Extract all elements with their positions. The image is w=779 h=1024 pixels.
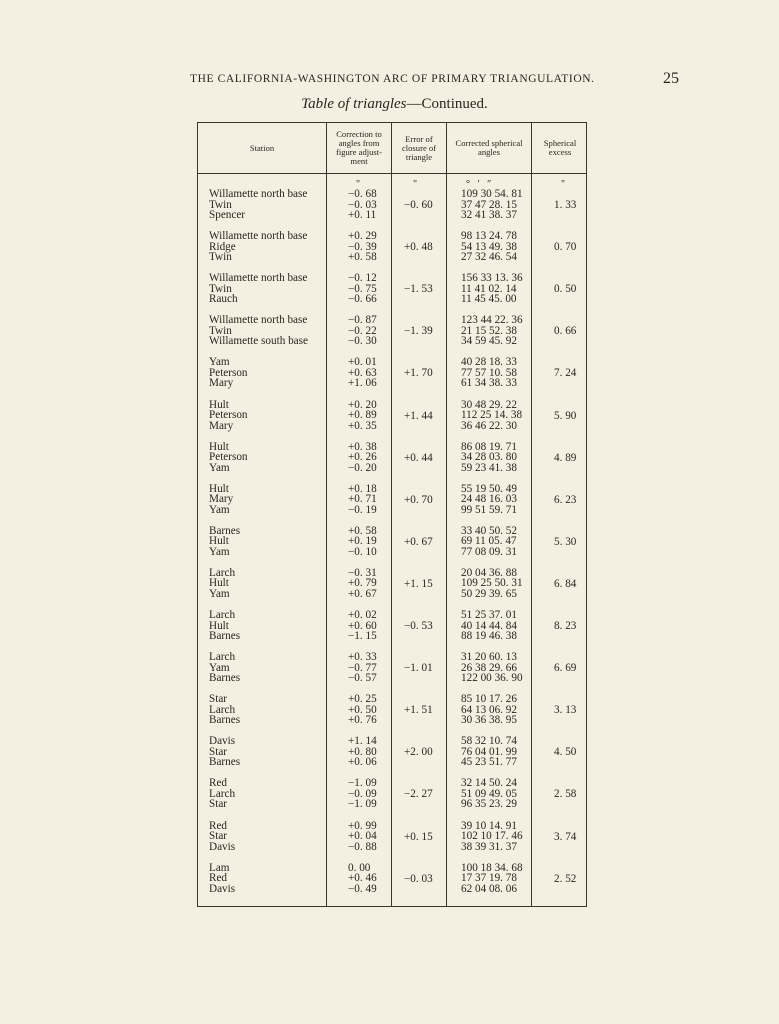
- corrected-angle: 33 40 50. 52: [461, 524, 517, 537]
- corrected-angle: 36 46 22. 30: [461, 419, 517, 432]
- angle-correction: −0. 68: [348, 188, 377, 200]
- station-name: Twin: [209, 251, 232, 264]
- angle-correction: +0. 38: [348, 440, 377, 453]
- triangle-row: [198, 821, 588, 854]
- angle-correction: +1. 06: [348, 377, 377, 390]
- station-name: Willamette north base: [209, 314, 308, 327]
- angle-correction: −0. 77: [348, 661, 377, 674]
- closure-error: +0. 67: [404, 535, 433, 548]
- triangle-row: [198, 694, 588, 727]
- corrected-angle: 62 04 08. 06: [461, 882, 517, 895]
- corrected-angle: 76 04 01. 99: [461, 745, 517, 758]
- corrected-angle: 32 41 38. 37: [461, 209, 517, 221]
- header-rule: [198, 173, 586, 174]
- station-name: Barnes: [209, 672, 241, 685]
- angle-correction: −0. 31: [348, 566, 377, 579]
- closure-error: +1. 70: [404, 367, 433, 380]
- angle-correction: −0. 88: [348, 840, 377, 853]
- spherical-excess: 6. 84: [554, 577, 577, 590]
- corrected-angle: 112 25 14. 38: [461, 409, 523, 421]
- station-name: Twin: [209, 324, 232, 337]
- angle-correction: −0. 87: [348, 314, 377, 327]
- angle-correction: +0. 58: [348, 251, 377, 264]
- closure-error: +2. 00: [404, 746, 433, 759]
- unit-correction: ": [356, 179, 361, 190]
- spherical-excess: 8. 23: [554, 620, 577, 632]
- angle-correction: −0. 75: [348, 282, 377, 295]
- angle-correction: +0. 33: [348, 651, 377, 664]
- corrected-angle: 27 32 46. 54: [461, 251, 517, 264]
- station-name: Barnes: [209, 714, 241, 727]
- station-name: Twin: [209, 282, 232, 295]
- angle-correction: +0. 04: [348, 830, 377, 842]
- station-name: Mary: [209, 493, 234, 506]
- closure-error: +0. 48: [404, 241, 433, 254]
- angle-correction: −0. 19: [348, 503, 377, 516]
- triangle-row: [198, 357, 588, 390]
- angle-correction: −0. 39: [348, 240, 377, 253]
- station-name: Barnes: [209, 630, 241, 642]
- closure-error: −0. 60: [404, 199, 433, 211]
- spherical-excess: 3. 74: [554, 830, 577, 843]
- unit-excess: ": [561, 179, 566, 190]
- station-name: Larch: [209, 703, 236, 716]
- closure-error: +0. 15: [404, 830, 433, 843]
- corrected-angle: 51 09 49. 05: [461, 787, 517, 800]
- spherical-excess: 3. 13: [554, 704, 577, 717]
- corrected-angle: 88 19 46. 38: [461, 630, 517, 642]
- triangle-row: [198, 568, 588, 601]
- angle-correction: −0. 09: [348, 787, 377, 800]
- angle-correction: −1. 15: [348, 630, 377, 642]
- station-name: Willamette south base: [209, 335, 308, 348]
- station-name: Star: [209, 798, 228, 811]
- station-name: Barnes: [209, 756, 241, 769]
- corrected-angle: 26 38 29. 66: [461, 661, 517, 674]
- station-name: Star: [209, 745, 228, 758]
- page-number: 25: [663, 70, 679, 87]
- station-name: Larch: [209, 566, 236, 579]
- station-name: Peterson: [209, 409, 248, 421]
- angle-correction: −0. 49: [348, 882, 377, 895]
- closure-error: +1. 15: [404, 577, 433, 590]
- closure-error: −0. 03: [404, 872, 433, 885]
- spherical-excess: 4. 50: [554, 746, 577, 759]
- angle-correction: +0. 06: [348, 756, 377, 769]
- corrected-angle: 38 39 31. 37: [461, 840, 517, 853]
- station-name: Davis: [209, 840, 236, 853]
- angle-correction: +0. 20: [348, 398, 377, 411]
- caption-rest: —Continued.: [406, 96, 488, 112]
- corrected-angle: 40 28 18. 33: [461, 356, 517, 369]
- station-name: Yam: [209, 503, 230, 516]
- angle-correction: +1. 14: [348, 735, 377, 748]
- angle-correction: −0. 10: [348, 545, 377, 558]
- station-name: Red: [209, 819, 228, 832]
- station-name: Willamette north base: [209, 188, 308, 200]
- corrected-angle: 40 14 44. 84: [461, 619, 517, 632]
- station-name: Twin: [209, 198, 232, 211]
- column-header-closure: Error of closure of triangle: [401, 133, 437, 162]
- corrected-angle: 102 10 17. 46: [461, 830, 523, 842]
- station-name: Peterson: [209, 451, 248, 464]
- station-name: Hult: [209, 535, 229, 548]
- corrected-angle: 64 13 06. 92: [461, 703, 517, 716]
- angle-correction: +0. 18: [348, 482, 377, 495]
- angle-correction: −1. 09: [348, 777, 377, 790]
- station-name: Red: [209, 872, 228, 885]
- corrected-angle: 69 11 05. 47: [461, 535, 517, 548]
- triangle-row: [198, 231, 588, 264]
- corrected-angle: 11 41 02. 14: [461, 282, 517, 295]
- corrected-angle: 98 13 24. 78: [461, 230, 517, 243]
- station-name: Barnes: [209, 524, 241, 537]
- triangle-row: [198, 526, 588, 559]
- angle-correction: +0. 79: [348, 577, 377, 590]
- triangle-row: [198, 189, 588, 222]
- corrected-angle: 24 48 16. 03: [461, 493, 517, 506]
- angle-correction: +0. 58: [348, 524, 377, 537]
- corrected-angle: 86 08 19. 71: [461, 440, 517, 453]
- triangle-row: [198, 273, 588, 306]
- corrected-angle: 122 00 36. 90: [461, 672, 523, 685]
- angle-correction: −0. 03: [348, 198, 377, 211]
- closure-error: −0. 53: [404, 620, 433, 632]
- station-name: Hult: [209, 482, 229, 495]
- spherical-excess: 2. 58: [554, 788, 577, 801]
- corrected-angle: 54 13 49. 38: [461, 240, 517, 253]
- spherical-excess: 6. 69: [554, 662, 577, 675]
- corrected-angle: 31 20 60. 13: [461, 651, 517, 664]
- station-name: Ridge: [209, 240, 236, 253]
- corrected-angle: 32 14 50. 24: [461, 777, 517, 790]
- station-name: Willamette north base: [209, 272, 308, 285]
- corrected-angle: 20 04 36. 88: [461, 566, 517, 579]
- spherical-excess: 0. 66: [554, 325, 577, 338]
- corrected-angle: 59 23 41. 38: [461, 461, 517, 474]
- angle-correction: +0. 71: [348, 493, 377, 506]
- spherical-excess: 1. 33: [554, 199, 577, 211]
- corrected-angle: 51 25 37. 01: [461, 609, 517, 621]
- corrected-angle: 77 57 10. 58: [461, 366, 517, 379]
- running-header: [0, 70, 779, 90]
- corrected-angle: 109 30 54. 81: [461, 188, 523, 200]
- station-name: Star: [209, 830, 228, 842]
- corrected-angle: 45 23 51. 77: [461, 756, 517, 769]
- angle-correction: +0. 29: [348, 230, 377, 243]
- spherical-excess: 2. 52: [554, 872, 577, 885]
- triangle-row: [198, 315, 588, 348]
- triangle-row: [198, 652, 588, 685]
- station-name: Mary: [209, 419, 234, 432]
- triangle-row: [198, 863, 588, 896]
- angle-correction: +0. 46: [348, 872, 377, 885]
- angle-correction: −0. 12: [348, 272, 377, 285]
- angle-correction: +0. 63: [348, 366, 377, 379]
- triangles-table: [197, 122, 587, 907]
- corrected-angle: 58 32 10. 74: [461, 735, 517, 748]
- caption-italic: Table of triangles: [301, 96, 407, 112]
- closure-error: +1. 44: [404, 409, 433, 422]
- station-name: Yam: [209, 356, 230, 369]
- column-header-correction: Correction to angles from figure adjust- ment: [335, 129, 383, 166]
- corrected-angle: 61 34 38. 33: [461, 377, 517, 390]
- closure-error: −1. 53: [404, 283, 433, 296]
- station-name: Hult: [209, 398, 229, 411]
- corrected-angle: 77 08 09. 31: [461, 545, 517, 558]
- station-name: Lam: [209, 861, 230, 874]
- station-name: Davis: [209, 882, 236, 895]
- closure-error: +0. 70: [404, 493, 433, 506]
- corrected-angle: 123 44 22. 36: [461, 314, 523, 327]
- angle-correction: −0. 22: [348, 324, 377, 337]
- corrected-angle: 99 51 59. 71: [461, 503, 517, 516]
- station-name: Star: [209, 693, 228, 706]
- corrected-angle: 109 25 50. 31: [461, 577, 523, 590]
- angle-correction: −0. 66: [348, 293, 377, 306]
- angle-correction: +0. 76: [348, 714, 377, 727]
- angle-correction: +0. 19: [348, 535, 377, 548]
- angle-correction: +0. 02: [348, 609, 377, 621]
- spherical-excess: 0. 50: [554, 283, 577, 296]
- corrected-angle: 34 28 03. 80: [461, 451, 517, 464]
- station-name: Mary: [209, 377, 234, 390]
- station-name: Willamette north base: [209, 230, 308, 243]
- spherical-excess: 5. 90: [554, 409, 577, 422]
- station-name: Yam: [209, 461, 230, 474]
- angle-correction: +0. 01: [348, 356, 377, 369]
- triangle-row: [198, 736, 588, 769]
- spherical-excess: 4. 89: [554, 451, 577, 464]
- corrected-angle: 100 18 34. 68: [461, 861, 523, 874]
- station-name: Larch: [209, 787, 236, 800]
- station-name: Yam: [209, 545, 230, 558]
- angle-correction: +0. 67: [348, 587, 377, 600]
- running-title: THE CALIFORNIA-WASHINGTON ARC OF PRIMARY TRIANGULATION.: [190, 73, 595, 85]
- corrected-angle: 55 19 50. 49: [461, 482, 517, 495]
- corrected-angle: 39 10 14. 91: [461, 819, 517, 832]
- column-header-excess: Spherical excess: [543, 138, 577, 157]
- corrected-angle: 17 37 19. 78: [461, 872, 517, 885]
- angle-correction: +0. 11: [348, 209, 377, 221]
- station-name: Hult: [209, 440, 229, 453]
- corrected-angle: 96 35 23. 29: [461, 798, 517, 811]
- corrected-angle: 30 36 38. 95: [461, 714, 517, 727]
- corrected-angle: 85 10 17. 26: [461, 693, 517, 706]
- angle-correction: +0. 89: [348, 409, 377, 421]
- column-header-station: Station: [249, 142, 275, 153]
- angle-correction: −0. 20: [348, 461, 377, 474]
- angle-correction: +0. 60: [348, 619, 377, 632]
- angle-correction: +0. 99: [348, 819, 377, 832]
- angle-correction: +0. 80: [348, 745, 377, 758]
- station-name: Yam: [209, 661, 230, 674]
- triangle-row: [198, 442, 588, 475]
- table-caption: [0, 96, 779, 113]
- corrected-angle: 30 48 29. 22: [461, 398, 517, 411]
- angle-correction: −0. 30: [348, 335, 377, 348]
- closure-error: −2. 27: [404, 788, 433, 801]
- closure-error: +1. 51: [404, 704, 433, 717]
- column-header-angles: Corrected spherical angles: [455, 138, 523, 157]
- closure-error: +0. 44: [404, 451, 433, 464]
- triangle-row: [198, 400, 588, 433]
- spherical-excess: 6. 23: [554, 493, 577, 506]
- angle-correction: −1. 09: [348, 798, 377, 811]
- station-name: Rauch: [209, 293, 238, 306]
- triangle-row: [198, 778, 588, 811]
- unit-closure: ": [413, 179, 418, 190]
- station-name: Yam: [209, 587, 230, 600]
- station-name: Red: [209, 777, 228, 790]
- angle-correction: +0. 50: [348, 703, 377, 716]
- station-name: Hult: [209, 619, 229, 632]
- corrected-angle: 156 33 13. 36: [461, 272, 523, 285]
- corrected-angle: 34 59 45. 92: [461, 335, 517, 348]
- closure-error: −1. 39: [404, 325, 433, 338]
- corrected-angle: 50 29 39. 65: [461, 587, 517, 600]
- station-name: Spencer: [209, 209, 246, 221]
- spherical-excess: 0. 70: [554, 241, 577, 254]
- angle-correction: −0. 57: [348, 672, 377, 685]
- angle-correction: +0. 35: [348, 419, 377, 432]
- corrected-angle: 11 45 45. 00: [461, 293, 517, 306]
- closure-error: −1. 01: [404, 662, 433, 675]
- station-name: Larch: [209, 651, 236, 664]
- angle-correction: +0. 25: [348, 693, 377, 706]
- unit-angles: ° ′ ″: [466, 179, 492, 190]
- angle-correction: 0. 00: [348, 861, 371, 874]
- station-name: Hult: [209, 577, 229, 590]
- station-name: Larch: [209, 609, 236, 621]
- station-name: Peterson: [209, 366, 248, 379]
- station-name: Davis: [209, 735, 236, 748]
- corrected-angle: 37 47 28. 15: [461, 198, 517, 211]
- triangle-row: [198, 610, 588, 643]
- triangle-row: [198, 484, 588, 517]
- corrected-angle: 21 15 52. 38: [461, 324, 517, 337]
- spherical-excess: 7. 24: [554, 367, 577, 380]
- spherical-excess: 5. 30: [554, 535, 577, 548]
- angle-correction: +0. 26: [348, 451, 377, 464]
